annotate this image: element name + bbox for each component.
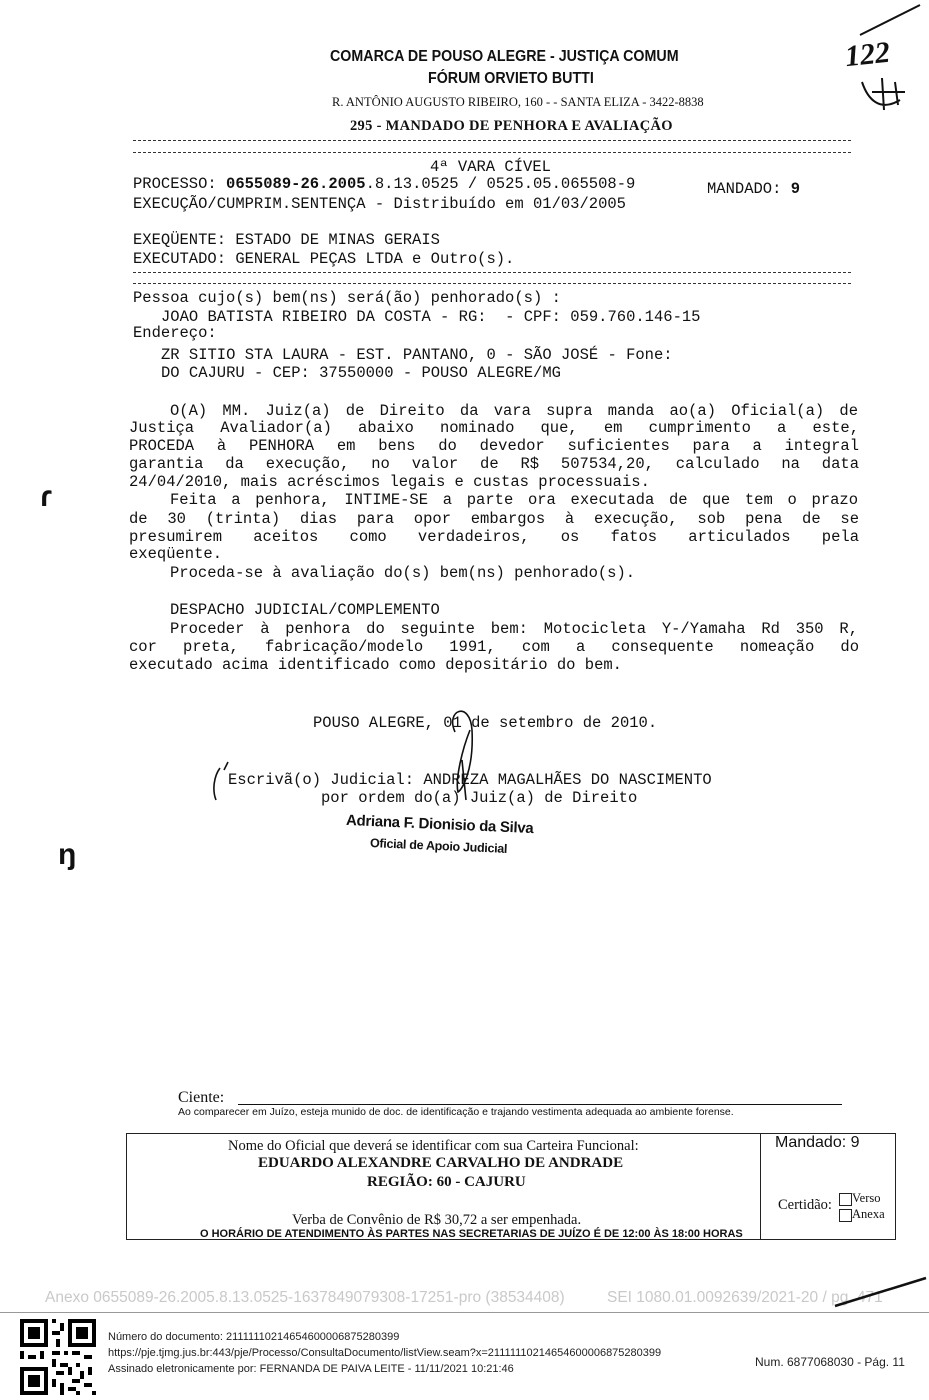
verso-label: Verso (852, 1191, 881, 1205)
despacho-line: Proceder à penhora do seguinte bem: Motocicleta Y-/Yamaha Rd 350 R, (170, 620, 858, 638)
body-paragraph-2-line: Feita a penhora, INTIME-SE a parte ora executada de que tem o prazo (170, 491, 858, 509)
corner-stroke (830, 1272, 929, 1312)
body-paragraph-1-line: garantia da execução, no valor de R$ 507534,20, calculado na data (129, 455, 859, 473)
body-paragraph-2-line: presumirem aceitos como verdadeiros, os fatos articulados pela (129, 528, 859, 546)
stamp-role: Oficial de Apoio Judicial (369, 836, 508, 856)
footer-signed-by: Assinado eletronicamente por: FERNANDA DE PAIVA LEITE - 11/11/2021 10:21:46 (108, 1363, 514, 1375)
footer-doc-number: Número do documento: 21111110214654600006875280399 (108, 1331, 400, 1343)
despacho-line: executado acima identificado como depositário do bem. (129, 656, 622, 674)
body-paragraph-2-line: de 30 (trinta) dias para opor embargos à execução, sob pena de se (129, 510, 859, 528)
stamp-name: Adriana F. Dionisio da Silva (345, 811, 534, 838)
por-ordem-line: por ordem do(a) Juiz(a) de Direito (321, 789, 638, 807)
ciente-signature-line (238, 1104, 842, 1105)
handwritten-marks (850, 0, 925, 120)
endereco-line-1: ZR SITIO STA LAURA - EST. PANTANO, 0 - SÃO JOSÉ - Fone: (161, 346, 673, 364)
mandado-number: 9 (790, 180, 801, 198)
certidao-options (839, 1190, 885, 1222)
verba-text: Verba de Convênio de R$ 30,72 a ser empenhada. (292, 1212, 582, 1228)
separator-line (133, 140, 851, 141)
executado-line: EXECUTADO: GENERAL PEÇAS LTDA e Outro(s). (133, 250, 515, 268)
watermark-left: Anexo 0655089-26.2005.8.13.0525-1637849079308-17251-pro (38534408) (45, 1289, 565, 1306)
officer-name: EDUARDO ALEXANDRE CARVALHO DE ANDRADE (258, 1155, 624, 1171)
certidao-option-verso[interactable] (839, 1190, 885, 1206)
qr-code-icon (20, 1319, 96, 1395)
certidao-label: Certidão: (778, 1197, 832, 1213)
handwritten-page-number: 122 (843, 35, 892, 74)
pessoa-heading: Pessoa cujo(s) bem(ns) será(ão) penhorado(s) : (133, 289, 561, 307)
verso-checkbox[interactable] (839, 1193, 852, 1206)
endereco-label: Endereço: (133, 324, 217, 342)
document-title: 295 - MANDADO DE PENHORA E AVALIAÇÃO (350, 118, 673, 134)
processo-line (133, 175, 635, 193)
vara-label: 4ª VARA CÍVEL (430, 158, 551, 176)
officer-box-divider (760, 1133, 761, 1240)
comarca-heading: COMARCA DE POUSO ALEGRE - JUSTIÇA COMUM (330, 48, 679, 65)
processo-number: 0655089-26.2005 (226, 175, 366, 193)
officer-region: REGIÃO: 60 - CAJURU (367, 1174, 526, 1190)
body-paragraph-2-line: exeqüente. (129, 545, 223, 563)
place-date: POUSO ALEGRE, 01 de setembro de 2010. (313, 714, 658, 732)
forum-heading: FÓRUM ORVIETO BUTTI (428, 70, 594, 87)
ciente-label: Ciente: (178, 1089, 225, 1106)
separator-line (133, 272, 851, 273)
despacho-heading: DESPACHO JUDICIAL/COMPLEMENTO (170, 601, 440, 619)
escriva-line: Escrivã(o) Judicial: ANDREZA MAGALHÃES DO NASCIMENTO (228, 771, 712, 789)
footer-divider (0, 1312, 929, 1313)
margin-mark: ŋ (58, 838, 77, 871)
pessoa-name: JOAO BATISTA RIBEIRO DA COSTA - RG: - CPF: 059.760.146-15 (161, 308, 701, 326)
ciente-note: Ao comparecer em Juízo, esteja munido de doc. de identificação e trajando vestimenta adequada ao ambiente forense. (178, 1106, 734, 1118)
body-paragraph-1-line: PROCEDA à PENHORA em bens do devedor suficientes para a integral (129, 437, 859, 455)
mandado-box-label: Mandado: 9 (775, 1134, 860, 1151)
margin-mark: ɾ (40, 480, 52, 513)
execucao-line: EXECUÇÃO/CUMPRIM.SENTENÇA - Distribuído em 01/03/2005 (133, 195, 626, 213)
mandado-line (707, 180, 800, 198)
body-paragraph-1-line: Justiça Avaliador(a) abaixo nominado que, em cumprimento a este, (129, 419, 859, 437)
processo-number-rest: .8.13.0525 / 0525.05.065508-9 (365, 175, 636, 193)
anexa-label: Anexa (852, 1207, 885, 1221)
body-paragraph-1-line: 24/04/2010, mais acréscimos legais e custas processuais. (129, 473, 650, 491)
separator-line (133, 283, 851, 284)
mandado-label: MANDADO: (707, 180, 782, 198)
endereco-line-2: DO CAJURU - CEP: 37550000 - POUSO ALEGRE/MG (161, 364, 561, 382)
exequente-line: EXEQÜENTE: ESTADO DE MINAS GERAIS (133, 231, 440, 249)
officer-heading: Nome do Oficial que deverá se identificar com sua Carteira Funcional: (228, 1138, 639, 1154)
separator-line (133, 152, 851, 153)
anexa-checkbox[interactable] (839, 1209, 852, 1222)
footer-page-number: Num. 6877068030 - Pág. 11 (755, 1355, 905, 1369)
despacho-line: cor preta, fabricação/modelo 1991, com a consequente nomeação do (129, 638, 859, 656)
certidao-option-anexa[interactable] (839, 1206, 885, 1222)
body-paragraph-3: Proceda-se à avaliação do(s) bem(ns) penhorado(s). (170, 564, 636, 582)
forum-address: R. ANTÔNIO AUGUSTO RIBEIRO, 160 - - SANTA ELIZA - 3422-8838 (332, 95, 704, 109)
footer-url[interactable]: https://pje.tjmg.jus.br:443/pje/Processo/ConsultaDocumento/listView.seam?x=21111110214654600006875280399 (108, 1347, 662, 1359)
processo-label: PROCESSO: (133, 175, 217, 193)
watermark-right: SEI 1080.01.0092639/2021-20 / pg. 471 (607, 1289, 883, 1306)
horario-notice: O HORÁRIO DE ATENDIMENTO ÀS PARTES NAS SECRETARIAS DE JUÍZO É DE 12:00 ÀS 18:00 HORAS (200, 1228, 743, 1240)
body-paragraph-1-line: O(A) MM. Juiz(a) de Direito da vara supra manda ao(a) Oficial(a) de (170, 402, 858, 420)
